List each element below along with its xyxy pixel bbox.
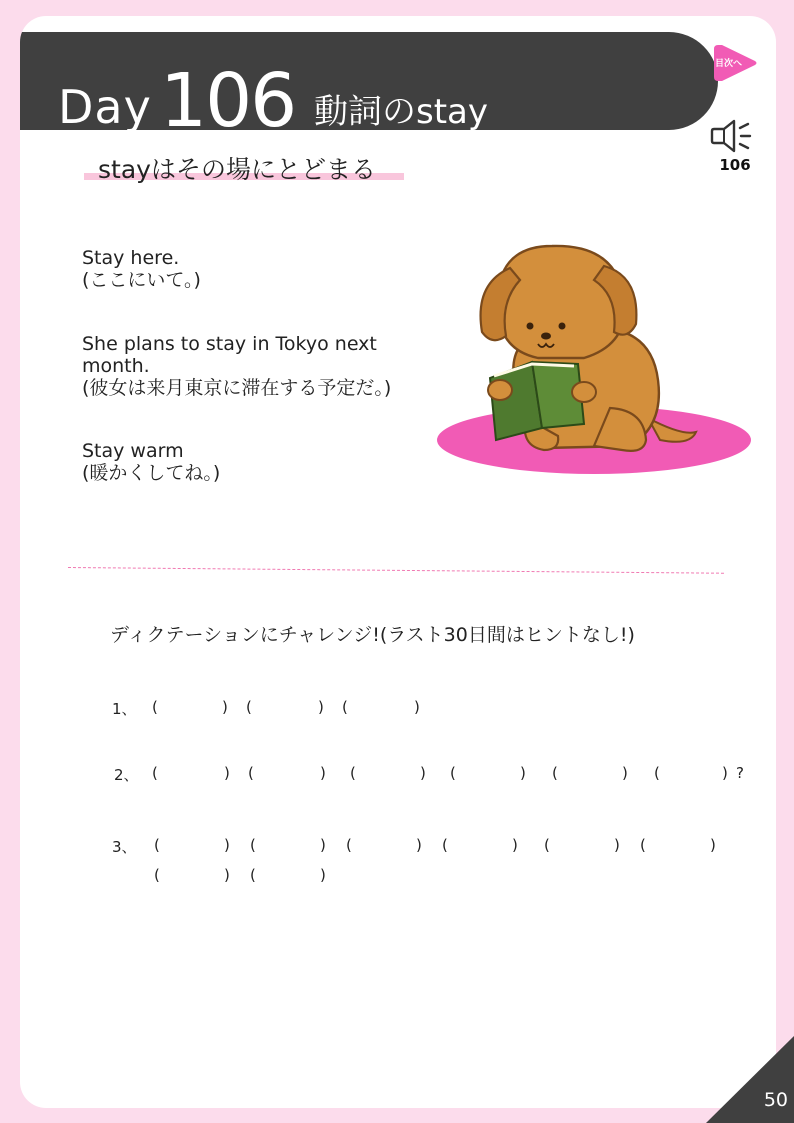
blank-open: ( bbox=[442, 836, 448, 854]
blank-open: ( bbox=[248, 764, 254, 782]
day-label: Day bbox=[58, 80, 152, 134]
blank-open: ( bbox=[250, 866, 256, 884]
blank-close: ) bbox=[224, 764, 230, 782]
example-japanese: (暖かくしてね。) bbox=[82, 462, 221, 484]
blank-open: ( bbox=[346, 836, 352, 854]
dictation-title: ディクテーションにチャレンジ!(ラスト30日間はヒントなし!) bbox=[110, 624, 635, 646]
blank-close: ) bbox=[224, 866, 230, 884]
example-japanese: (彼女は来月東京に滞在する予定だ。) bbox=[82, 377, 392, 399]
question-mark: ? bbox=[736, 764, 744, 782]
example-1 bbox=[82, 247, 201, 291]
blank-open: ( bbox=[152, 698, 158, 716]
example-english: She plans to stay in Tokyo next month. bbox=[82, 333, 377, 377]
blank-close: ) bbox=[320, 836, 326, 854]
example-english: Stay warm bbox=[82, 440, 184, 462]
blank-open: ( bbox=[640, 836, 646, 854]
item-number: 3、 bbox=[112, 838, 137, 856]
blank-open: ( bbox=[250, 836, 256, 854]
blank-open: ( bbox=[654, 764, 660, 782]
blank-open: ( bbox=[552, 764, 558, 782]
blank-open: ( bbox=[544, 836, 550, 854]
blank-close: ) bbox=[320, 866, 326, 884]
blank-open: ( bbox=[450, 764, 456, 782]
item-number: 1、 bbox=[112, 700, 137, 718]
example-english: Stay here. bbox=[82, 247, 180, 269]
blank-open: ( bbox=[342, 698, 348, 716]
toc-label: 目次へ bbox=[715, 59, 743, 69]
speaker-icon[interactable] bbox=[710, 118, 756, 154]
blank-close: ) bbox=[520, 764, 526, 782]
example-japanese: (ここにいて。) bbox=[82, 269, 201, 291]
blank-close: ) bbox=[614, 836, 620, 854]
blank-close: ) bbox=[318, 698, 324, 716]
section-subtitle: stayはその場にとどまる bbox=[98, 155, 376, 184]
blank-open: ( bbox=[154, 836, 160, 854]
blank-close: ) bbox=[414, 698, 420, 716]
blank-close: ) bbox=[622, 764, 628, 782]
blank-close: ) bbox=[710, 836, 716, 854]
page-number: 50 bbox=[763, 1089, 788, 1111]
day-number: 106 bbox=[160, 58, 296, 144]
audio-track-number: 106 bbox=[719, 156, 751, 174]
lesson-title: 動詞のstay bbox=[314, 92, 489, 132]
blank-close: ) bbox=[420, 764, 426, 782]
blank-open: ( bbox=[154, 866, 160, 884]
blank-close: ) bbox=[722, 764, 728, 782]
dog-reading-illustration bbox=[434, 240, 754, 480]
toc-button[interactable] bbox=[712, 43, 758, 83]
example-3 bbox=[82, 440, 220, 484]
header-bar bbox=[20, 32, 718, 144]
blank-close: ) bbox=[512, 836, 518, 854]
blank-close: ) bbox=[320, 764, 326, 782]
blank-open: ( bbox=[246, 698, 252, 716]
blank-close: ) bbox=[224, 836, 230, 854]
blank-open: ( bbox=[152, 764, 158, 782]
item-number: 2、 bbox=[114, 766, 139, 784]
blank-close: ) bbox=[222, 698, 228, 716]
example-2 bbox=[82, 333, 412, 399]
blank-close: ) bbox=[416, 836, 422, 854]
blank-open: ( bbox=[350, 764, 356, 782]
